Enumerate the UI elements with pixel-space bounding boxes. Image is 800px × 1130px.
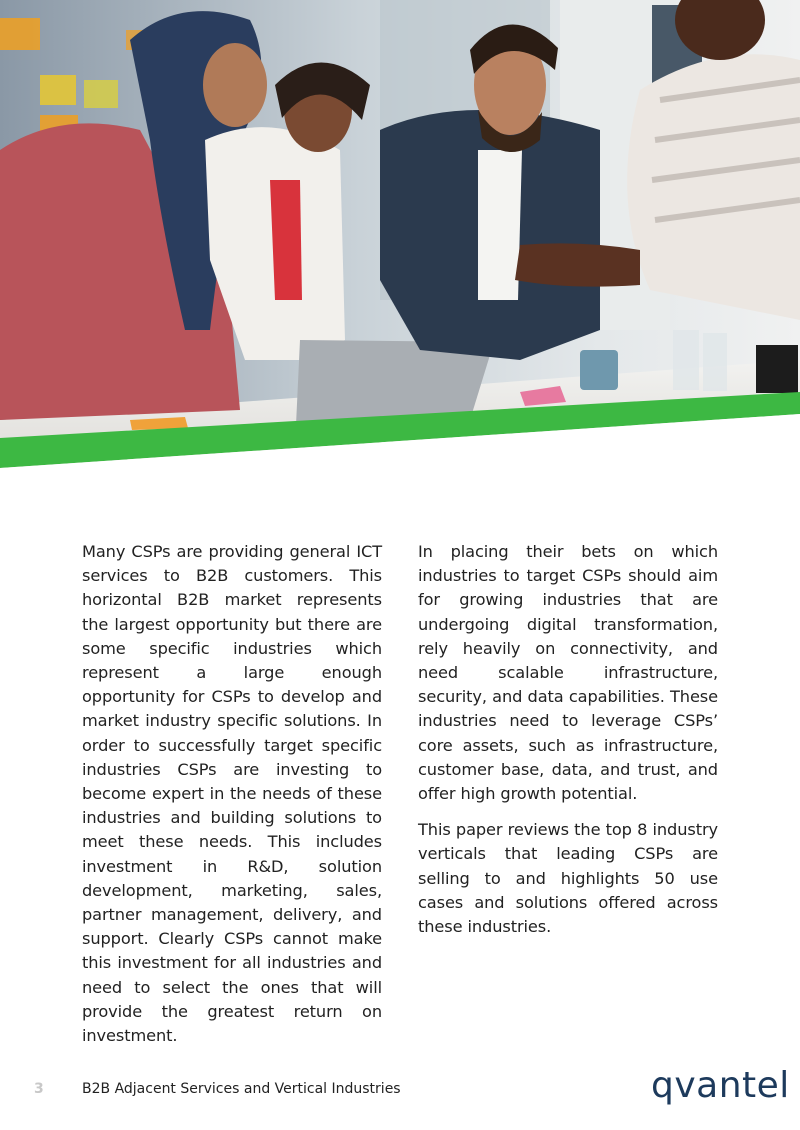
page-number: 3 bbox=[34, 1081, 44, 1097]
right-column bbox=[418, 540, 718, 951]
document-title: B2B Adjacent Services and Vertical Industries bbox=[82, 1081, 401, 1097]
hero-illustration bbox=[0, 0, 800, 470]
left-paragraph-1: Many CSPs are providing general ICT services to B2B customers. This horizontal B2B market represents the largest opportunity but there are some specific industries which represent a large enough opportunity for CSPs to develop and market industry specific solutions. In order to successfully target specific industries CSPs are investing to become expert in the needs of these industries and building solutions to meet these needs. This includes investment in R&D, solution development, marketing, sales, partner management, delivery, and support. Clearly CSPs cannot make this investment for all industries and need to select the ones that will provide the greatest return on investment. bbox=[82, 542, 382, 1046]
qvantel-logo bbox=[651, 1066, 790, 1106]
right-paragraph-2: This paper reviews the top 8 industry verticals that leading CSPs are selling to and highlights 50 use cases and solutions offered across these industries. bbox=[418, 820, 718, 937]
hero-photo bbox=[0, 0, 800, 470]
logo-text: qvantel bbox=[651, 1065, 790, 1106]
right-paragraph-1: In placing their bets on which industries to target CSPs should aim for growing industries that are undergoing digital transformation, rely heavily on connectivity, and need scalable infrastructure, security, and data capabilities. These industries need to leverage CSPs’ core assets, such as infrastructure, customer base, data, and trust, and offer high growth potential. bbox=[418, 542, 718, 804]
left-column bbox=[82, 540, 382, 1060]
